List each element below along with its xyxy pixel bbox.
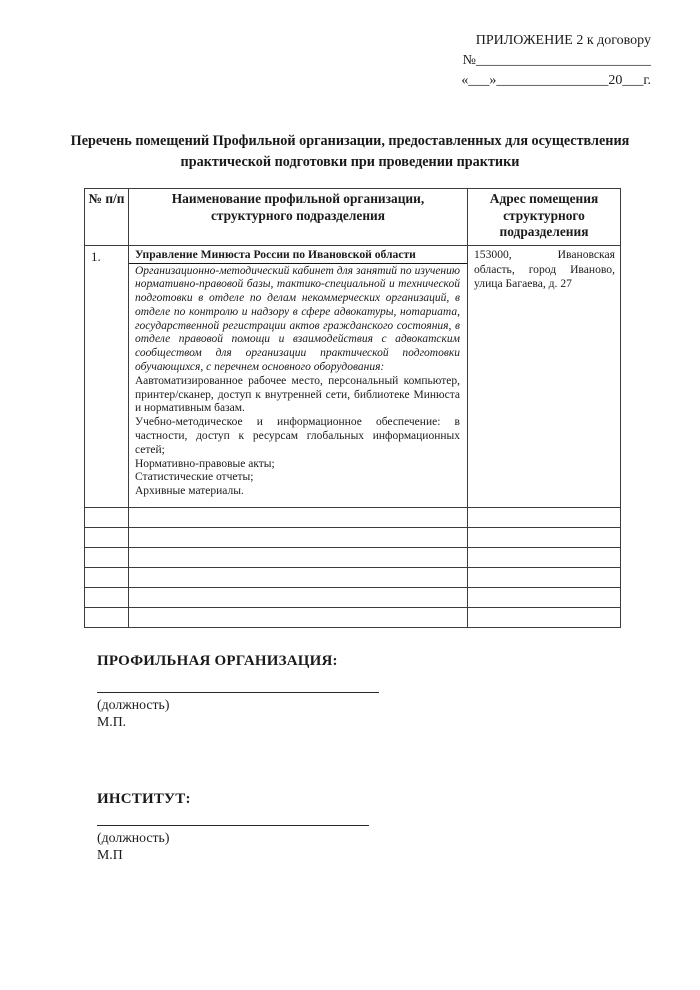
organization-name: Управление Минюста России по Ивановской области — [129, 246, 467, 264]
empty-row — [85, 568, 621, 588]
institute-label: ИНСТИТУТ: — [97, 791, 191, 807]
document-title: Перечень помещений Профильной организации, предоставленных для осуществления практической подготовки при проведении практики — [70, 133, 630, 170]
row-number-cell: 1. — [85, 246, 129, 508]
column-header-organization: Наименование профильной организации, структурного подразделения — [129, 189, 468, 246]
list-item: Статистические отчеты; — [135, 471, 254, 484]
table-header — [85, 189, 621, 246]
empty-row — [85, 528, 621, 548]
list-item: Нормативно-правовые акты; — [135, 457, 275, 470]
seal-mark: М.П — [97, 847, 123, 862]
signature-line — [97, 809, 369, 826]
position-caption: (должность) — [97, 830, 170, 845]
table-row — [85, 246, 621, 508]
empty-cell — [129, 568, 468, 588]
empty-cell — [85, 608, 129, 628]
empty-row — [85, 588, 621, 608]
institute-signature — [97, 790, 369, 863]
empty-cell — [129, 508, 468, 528]
cabinet-description: Организационно-методический кабинет для занятий по изучению нормативно-правовой базы, тактико-специальной и технической подготовки в отделе по делам некоммерческих организаций, в отделе по контролю и надзору в сфере адвокатуры, нотариата, государственной регистрации актов гражданского состояния, в отделе правовой помощи и взаимодействия с адвокатским сообществом для организации практической подготовки обучающихся, с перечнем основного оборудования: — [135, 264, 460, 374]
address-cell: 153000, Ивановская область, город Иваново, улица Багаева, д. 27 — [468, 246, 621, 508]
empty-row — [85, 508, 621, 528]
seal-mark: М.П. — [97, 714, 127, 729]
empty-cell — [85, 508, 129, 528]
methodical-paragraph: Учебно-методическое и информационное обеспечение: в частности, доступ к ресурсам глобальных информационных сетей; — [135, 416, 460, 456]
empty-cell — [85, 588, 129, 608]
position-caption: (должность) — [97, 697, 170, 712]
appendix-line: ПРИЛОЖЕНИЕ 2 к договору — [475, 33, 651, 48]
organization-cell — [129, 246, 468, 508]
list-item: Архивные материалы. — [135, 485, 244, 498]
empty-cell — [129, 528, 468, 548]
empty-cell — [129, 588, 468, 608]
empty-cell — [468, 588, 621, 608]
empty-cell — [468, 548, 621, 568]
table-body — [85, 246, 621, 628]
empty-cell — [468, 508, 621, 528]
empty-cell — [85, 548, 129, 568]
empty-cell — [468, 528, 621, 548]
empty-cell — [129, 548, 468, 568]
profile-organization-label: ПРОФИЛЬНАЯ ОРГАНИЗАЦИЯ: — [97, 653, 338, 669]
appendix-header — [461, 31, 651, 91]
empty-cell — [129, 608, 468, 628]
profile-organization-signature — [97, 652, 379, 730]
signature-line — [97, 671, 379, 693]
empty-cell — [468, 608, 621, 628]
empty-row — [85, 548, 621, 568]
organization-details — [129, 264, 467, 500]
premises-table — [84, 188, 621, 628]
empty-cell — [85, 568, 129, 588]
contract-number-line: №_________________________ — [462, 53, 651, 68]
empty-cell — [85, 528, 129, 548]
contract-date-line: «___»________________20___г. — [461, 73, 651, 88]
empty-row — [85, 608, 621, 628]
equipment-paragraph: Аавтоматизированное рабочее место, персональный компьютер, принтер/сканер, доступ к внутренней сети, библиотеке Минюста и нормативным базам. — [135, 374, 460, 415]
empty-cell — [468, 568, 621, 588]
column-header-number: № п/п — [85, 189, 129, 246]
header-row — [85, 189, 621, 246]
column-header-address: Адрес помещения структурного подразделения — [468, 189, 621, 246]
